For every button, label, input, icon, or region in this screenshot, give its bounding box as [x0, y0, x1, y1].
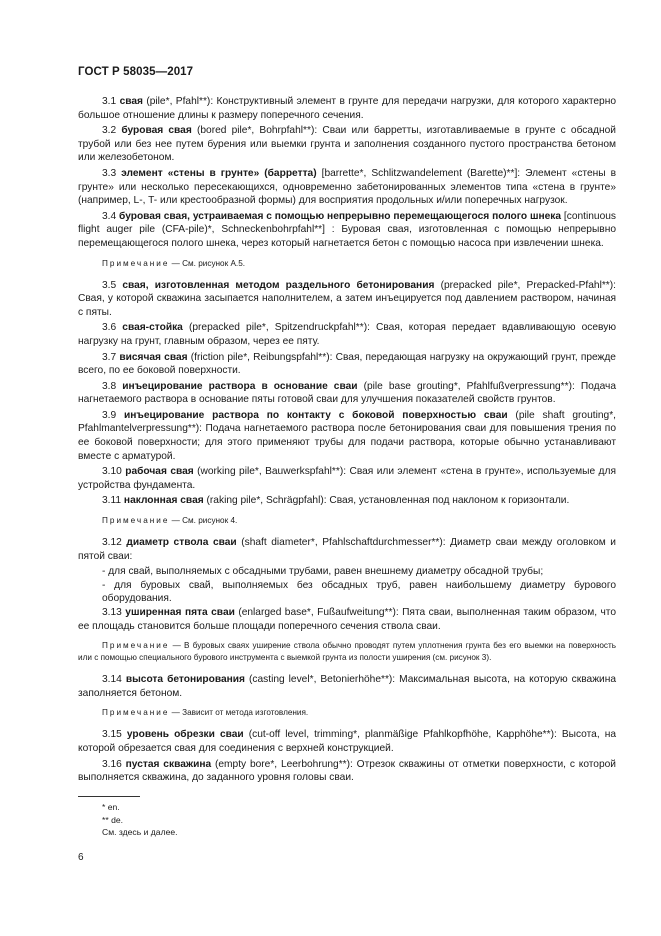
- definition-item: 3.15 уровень обрезки сваи (cut-off level, trimming*, planmäßige Pfahlkopfhöhe, Kapphöhe**): Высота, на которой обрезается свая для соединения с верхней конструкцией.: [78, 729, 616, 754]
- term: элемент «стены в грунте» (барретта): [121, 167, 317, 179]
- footnote: ** de.: [102, 814, 124, 825]
- term: инъецирование раствора по контакту с боковой поверхностью сваи: [123, 409, 508, 421]
- term: буровая свая: [121, 125, 192, 137]
- definition-item: 3.1 свая (pile*, Pfahl**): Конструктивный элемент в грунте для передачи нагрузки, для которого характерно большое отношение длины к размеру поперечного сечения.: [78, 96, 616, 121]
- definition-item: 3.14 высота бетонирования (casting level*, Betonierhöhe**): Максимальная высота, на которую скважина заполняется бетоном.: [78, 674, 616, 699]
- definition-item: 3.4 буровая свая, устраиваемая с помощью непрерывно перемещающегося полого шнека [continuous flight auger pile (CFA-pile)*, Schneckenbohrpfahl**] : Буровая свая, изготовленная с помощью непрерывно перемещающегося полого шнека, через который нагнетается бетон с помощью насоса при извлечении шнека.: [78, 210, 617, 249]
- term: свая, изготовленная методом раздельного бетонирования: [122, 279, 435, 291]
- term: свая-стойка: [122, 322, 183, 334]
- definition-item: 3.13 уширенная пята сваи (enlarged base*, Fußaufweitung**): Пята сваи, выполненная таким образом, что ее площадь становится больше площади поперечного сечения ствола сваи.: [78, 607, 616, 632]
- footnote: См. здесь и далее.: [102, 827, 178, 837]
- definition-item: 3.3 элемент «стены в грунте» (барретта) [barrette*, Schlitzwandelement (Barette)**]: Элемент «стены в грунте» или несколько пересекающихся, одновременно забетонированных элементов типа «стена в грунте» (например, L-, T- или крестообразной формы) для восприятия продольных и/или поперечных нагрузок.: [78, 167, 616, 207]
- footnote: * en.: [102, 802, 120, 812]
- term: пустая скважина: [125, 758, 212, 770]
- term: высота бетонирования: [125, 674, 245, 686]
- definition-item: 3.7 висячая свая (friction pile*, Reibungspfahl**): Свая, передающая нагрузку на окружающий грунт, прежде всего, по ее боковой поверхности.: [78, 351, 616, 377]
- definition-item: 3.16 пустая скважина (empty bore*, Leerbohrung**): Отрезок скважины от отметки поверхности, с которой выполняется скважина, до заданного уровня головы сваи.: [78, 758, 616, 784]
- term: диаметр ствола сваи: [126, 537, 237, 549]
- list-item: - для свай, выполняемых с обсадными трубами, равен внешнему диаметру обсадной трубы;: [102, 566, 544, 578]
- footnotes: [78, 796, 378, 839]
- term: инъецирование раствора в основание сваи: [122, 380, 358, 392]
- definition-item: 3.6 свая-стойка (prepacked pile*, Spitzendruckpfahl**): Свая, которая передает вдавливающую осевую нагрузку на грунт, главным образом, через ее пяту.: [78, 322, 616, 347]
- definition-item: 3.10 рабочая свая (working pile*, Bauwerkspfahl**): Свая или элемент «стена в грунте», используемые для устройства фундамента.: [78, 466, 616, 491]
- note: Примечание — См. рисунок А.5.: [102, 258, 246, 268]
- definitions-body: [78, 95, 616, 787]
- note: Примечание — Зависит от метода изготовления.: [102, 708, 309, 718]
- note: Примечание — В буровых сваях уширение ствола обычно проводят путем уплотнения грунта без его выемки на поверхность или с помощью специального бурового инструмента с выемкой грунта из полости уширения (см. рисунок 3).: [78, 641, 616, 663]
- term: висячая свая: [119, 351, 188, 363]
- term: уровень обрезки сваи: [126, 729, 244, 741]
- term: рабочая свая: [125, 466, 194, 478]
- term: свая: [119, 96, 143, 107]
- definition-item: 3.9 инъецирование раствора по контакту с боковой поверхностью сваи (pile shaft grouting*, Pfahlmantelverpressung**): Подача нагнетаемого раствора после бетонирования сваи для повышения трения по ее боковой поверхности; для этого применяют трубы для подачи раствора, которые обычно устанавливают вместе с арматурой.: [78, 409, 616, 462]
- standard-header: ГОСТ Р 58035—2017: [78, 66, 194, 78]
- definition-item: 3.5 свая, изготовленная методом раздельного бетонирования (prepacked pile*, Prepacked-Pfahl**): Свая, у которой скважина засыпается наполнителем, а затем инъецируется под давлением раствором, начиная с пяты.: [78, 279, 616, 318]
- note: Примечание — См. рисунок 4.: [102, 516, 238, 526]
- footnote-divider: [78, 796, 140, 797]
- list-item: - для буровых свай, выполняемых без обсадных труб, равен наибольшему диаметру бурового оборудования.: [102, 579, 616, 605]
- page-number: 6: [78, 852, 84, 863]
- definition-item: 3.8 инъецирование раствора в основание сваи (pile base grouting*, Pfahlfußverpressung**): Подача нагнетаемого раствора в основание пяты готовой сваи для улучшения показателей свойств грунтов.: [78, 380, 616, 406]
- term: наклонная свая: [123, 495, 204, 507]
- term: буровая свая, устраиваемая с помощью непрерывно перемещающегося полого шнека: [119, 210, 562, 222]
- definition-item: 3.11 наклонная свая (raking pile*, Schrägpfahl): Свая, установленная под наклоном к горизонтали.: [102, 495, 570, 507]
- term: уширенная пята сваи: [125, 607, 235, 618]
- definition-item: 3.12 диаметр ствола сваи (shaft diameter*, Pfahlschaftdurchmesser**): Диаметр сваи между оголовком и пятой сваи:: [78, 537, 616, 562]
- definition-item: 3.2 буровая свая (bored pile*, Bohrpfahl**): Сваи или барретты, изготавливаемые в грунте с обсадной трубой или без нее путем бурения или выемки грунта и заполнения созданного пустого пространства бетоном или железобетоном.: [78, 125, 616, 164]
